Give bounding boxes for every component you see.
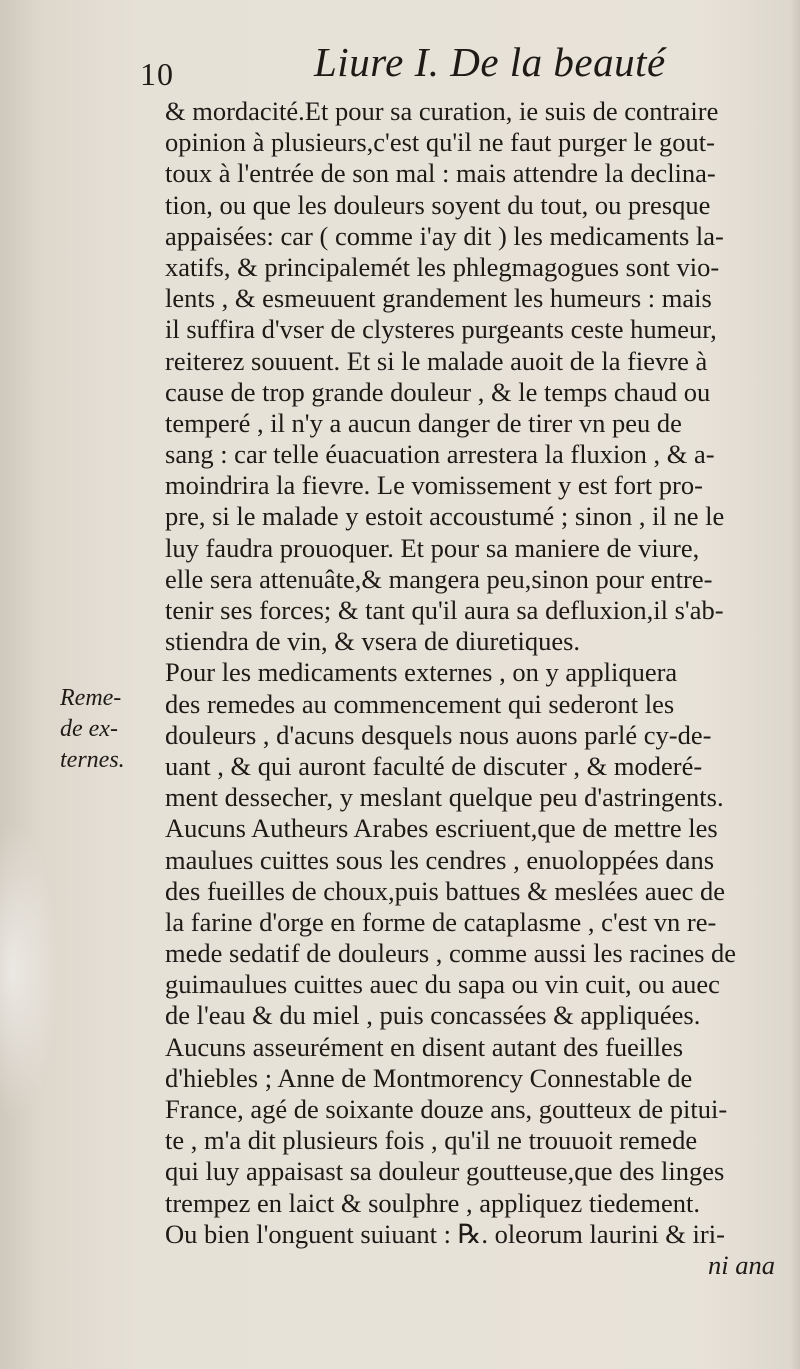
text-line: elle sera attenuâte,& mangera peu,sinon pour entre- xyxy=(165,563,713,594)
text-line: luy faudra prouoquer. Et pour sa maniere de viure, xyxy=(165,532,700,563)
text-line: il suffira d'vser de clysteres purgeants ceste humeur, xyxy=(165,314,717,345)
text-line: uant , & qui auront faculté de discuter , & moderé- xyxy=(165,750,703,781)
text-line: qui luy appaisast sa douleur goutteuse,que des linges xyxy=(165,1156,725,1187)
text-line: & mordacité.Et pour sa curation, ie suis de contraire xyxy=(165,96,719,126)
text-line: des fueilles de choux,puis battues & meslées auec de xyxy=(165,875,726,906)
text-line: la farine d'orge en forme de cataplasme , c'est vn re- xyxy=(165,906,717,937)
text-line: cause de trop grande douleur , & le temps chaud ou xyxy=(165,376,711,407)
text-line: de l'eau & du miel , puis concassées & appliquées. xyxy=(165,1000,701,1031)
page-header xyxy=(0,38,800,98)
text-line: ment dessecher, y meslant quelque peu d'astringents. xyxy=(165,782,724,813)
page-number: 10 xyxy=(140,56,174,92)
text-line: trempez en laict & soulphre , appliquez tiedement. xyxy=(165,1187,700,1218)
margin-note-line: Reme- xyxy=(60,685,122,711)
text-line: des remedes au commencement qui sederont les xyxy=(165,688,675,719)
text-line: mede sedatif de douleurs , comme aussi les racines de xyxy=(165,938,737,969)
text-line: tenir ses forces; & tant qu'il aura sa defluxion,il s'ab- xyxy=(165,595,724,625)
text-line: reiterez souuent. Et si le malade auoit de la fievre à xyxy=(165,345,708,376)
text-line: lents , & esmeuuent grandement les humeurs : mais xyxy=(165,283,712,314)
text-line: stiendra de vin, & vsera de diuretiques. xyxy=(165,626,581,657)
running-title: Liure I. De la beauté xyxy=(314,39,666,85)
margin-note-line: ternes. xyxy=(60,747,125,773)
paper-stain xyxy=(0,820,60,1120)
text-line: sang : car telle éuacuation arrestera la fluxion , & a- xyxy=(165,439,715,470)
text-line: pre, si le malade y estoit accoustumé ; sinon , il ne le xyxy=(165,501,725,532)
text-line: temperé , il n'y a aucun danger de tirer vn peu de xyxy=(165,407,682,438)
text-line: guimaulues cuittes auec du sapa ou vin cuit, ou auec xyxy=(165,969,720,1000)
margin-note-line: de ex- xyxy=(60,716,118,742)
text-line: tion, ou que les douleurs soyent du tout, ou presque xyxy=(165,189,711,220)
text-line: moindrira la fievre. Le vomissement y est fort pro- xyxy=(165,470,703,501)
margin-note xyxy=(60,683,160,776)
text-line: ni ana xyxy=(708,1249,775,1280)
text-line: Aucuns Autheurs Arabes escriuent,que de mettre les xyxy=(165,813,718,844)
text-line: toux à l'entrée de son mal : mais attendre la declina- xyxy=(165,158,716,189)
text-line: xatifs, & principalemét les phlegmagogues sont vio- xyxy=(165,251,720,282)
text-line: opinion à plusieurs,c'est qu'il ne faut purger le gout- xyxy=(165,127,715,158)
text-line: France, agé de soixante douze ans, goutteux de pitui- xyxy=(165,1094,728,1124)
text-line: Pour les medicaments externes , on y appliquera xyxy=(165,657,678,688)
text-line: douleurs , d'acuns desquels nous auons parlé cy-de- xyxy=(165,719,712,750)
text-line: maulues cuittes sous les cendres , enuoloppées dans xyxy=(165,844,715,875)
text-line: Aucuns asseurément en disent autant des fueilles xyxy=(165,1031,684,1062)
text-line: appaisées: car ( comme i'ay dit ) les medicaments la- xyxy=(165,220,724,251)
text-line: te , m'a dit plusieurs fois , qu'il ne trouuoit remede xyxy=(165,1125,698,1156)
text-line: d'hiebles ; Anne de Montmorency Connestable de xyxy=(165,1062,693,1093)
text-line: Ou bien l'onguent suiuant : ℞. oleorum laurini & iri- xyxy=(165,1218,725,1249)
body-text xyxy=(165,96,785,1281)
